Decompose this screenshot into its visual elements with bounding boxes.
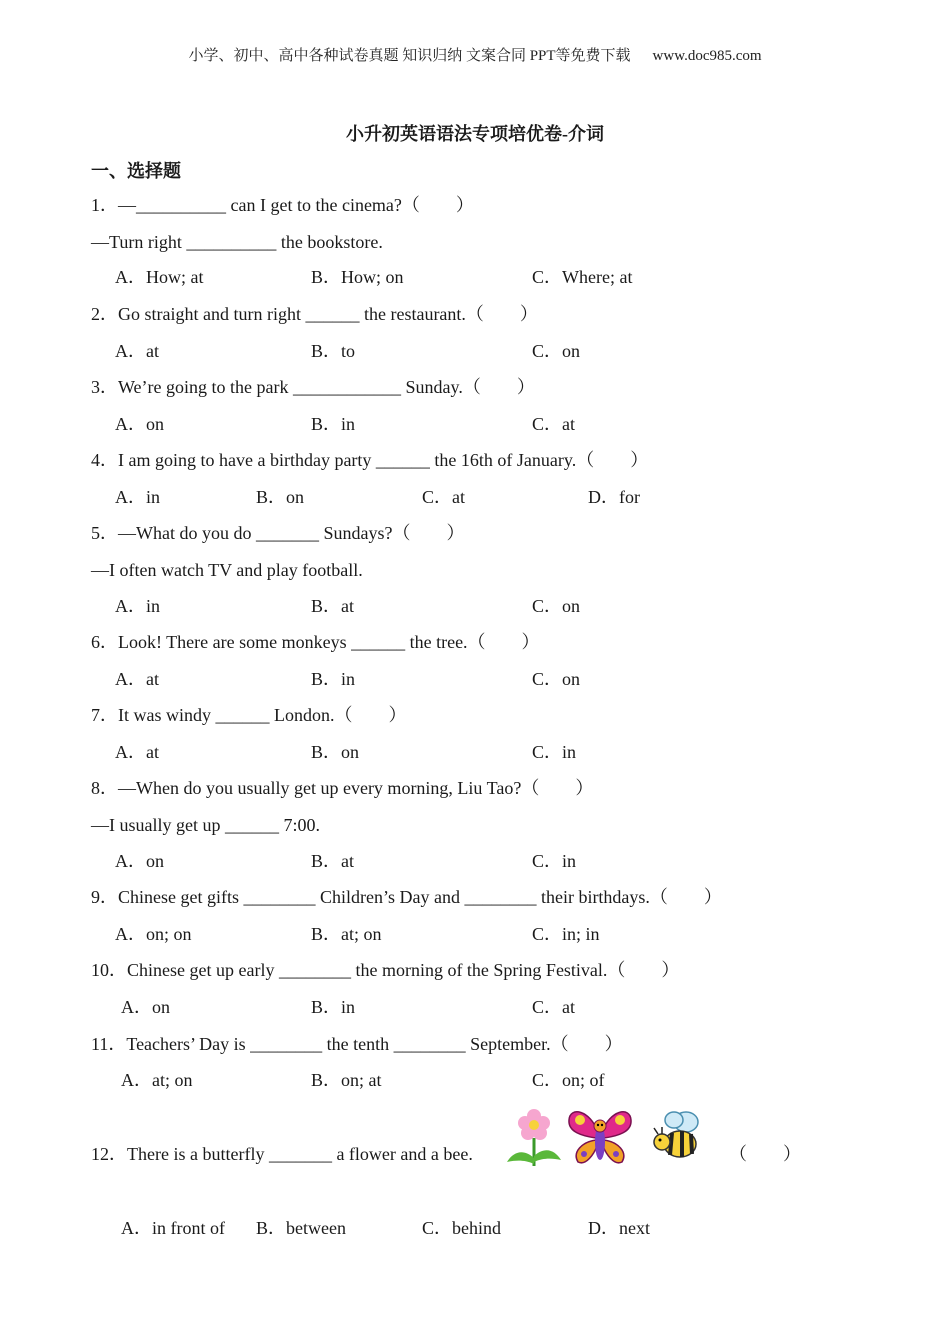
option-c: C．on [532, 341, 581, 361]
option-a: A．How; at [115, 267, 204, 287]
option-a: A．on [121, 997, 170, 1017]
option-b: B．in [311, 997, 356, 1017]
document-title: 小升初英语语法专项培优卷-介词 [346, 124, 604, 144]
option-b: B．at [311, 851, 354, 871]
question-1-reply: —Turn right __________ the bookstore. [91, 232, 383, 252]
option-c: C．Where; at [532, 267, 633, 287]
option-c: C．in [532, 851, 577, 871]
option-a: A．in front of [121, 1218, 225, 1238]
option-c: C．behind [422, 1218, 501, 1238]
option-c: C．on [532, 669, 581, 689]
option-c: C．on; of [532, 1070, 605, 1090]
option-b: B．on [311, 742, 360, 762]
question-2: 2．Go straight and turn right ______ the restaurant.（ ） [91, 304, 538, 324]
question-7: 7．It was windy ______ London.（ ） [91, 705, 407, 725]
header-text: 小学、初中、高中各种试卷真题 知识归纳 文案合同 PPT等免费下载 [188, 48, 631, 64]
option-b: B．How; on [311, 267, 404, 287]
option-b: B．at [311, 596, 354, 616]
answer-parentheses: （ ） [729, 1144, 801, 1164]
option-a: A．at [115, 341, 159, 361]
question-5: 5．—What do you do _______ Sundays?（ ） [91, 523, 465, 543]
butterfly-icon [566, 1106, 634, 1168]
page-header [0, 44, 950, 65]
option-b: B．on; at [311, 1070, 382, 1090]
option-c: C．at [532, 414, 575, 434]
option-a: A．in [115, 596, 160, 616]
header-url: www.doc985.com [652, 48, 762, 64]
option-a: A．at [115, 669, 159, 689]
option-c: C．at [532, 997, 575, 1017]
question-1: 1．—__________ can I get to the cinema?（ ） [91, 195, 474, 215]
question-12: 12．There is a butterfly _______ a flower and a bee. [91, 1144, 473, 1164]
question-4: 4．I am going to have a birthday party ______ the 16th of January.（ ） [91, 450, 649, 470]
question-5-reply: —I often watch TV and play football. [91, 560, 363, 580]
option-d: D．next [588, 1218, 650, 1238]
option-a: A．at; on [121, 1070, 193, 1090]
option-d: D．for [588, 487, 640, 507]
option-a: A．on [115, 851, 164, 871]
question-11: 11．Teachers’ Day is ________ the tenth ________ September.（ ） [91, 1034, 623, 1054]
option-b: B．in [311, 414, 356, 434]
option-a: A．in [115, 487, 160, 507]
option-c: C．in [532, 742, 577, 762]
question-8: 8．—When do you usually get up every morning, Liu Tao?（ ） [91, 778, 594, 798]
question-10: 10．Chinese get up early ________ the morning of the Spring Festival.（ ） [91, 960, 680, 980]
question-9: 9．Chinese get gifts ________ Children’s Day and ________ their birthdays.（ ） [91, 887, 722, 907]
option-c: C．at [422, 487, 465, 507]
option-b: B．to [311, 341, 356, 361]
option-b: B．at; on [311, 924, 382, 944]
option-b: B．on [256, 487, 305, 507]
flower-icon [505, 1108, 563, 1170]
bee-icon [652, 1108, 704, 1164]
option-c: C．in; in [532, 924, 600, 944]
option-a: A．at [115, 742, 159, 762]
option-a: A．on; on [115, 924, 192, 944]
question-3: 3．We’re going to the park ____________ Sunday.（ ） [91, 377, 535, 397]
option-b: B．between [256, 1218, 346, 1238]
question-8-reply: —I usually get up ______ 7:00. [91, 815, 320, 835]
section-heading: 一、选择题 [91, 161, 181, 181]
option-c: C．on [532, 596, 581, 616]
option-b: B．in [311, 669, 356, 689]
question-6: 6．Look! There are some monkeys ______ the tree.（ ） [91, 632, 540, 652]
option-a: A．on [115, 414, 164, 434]
